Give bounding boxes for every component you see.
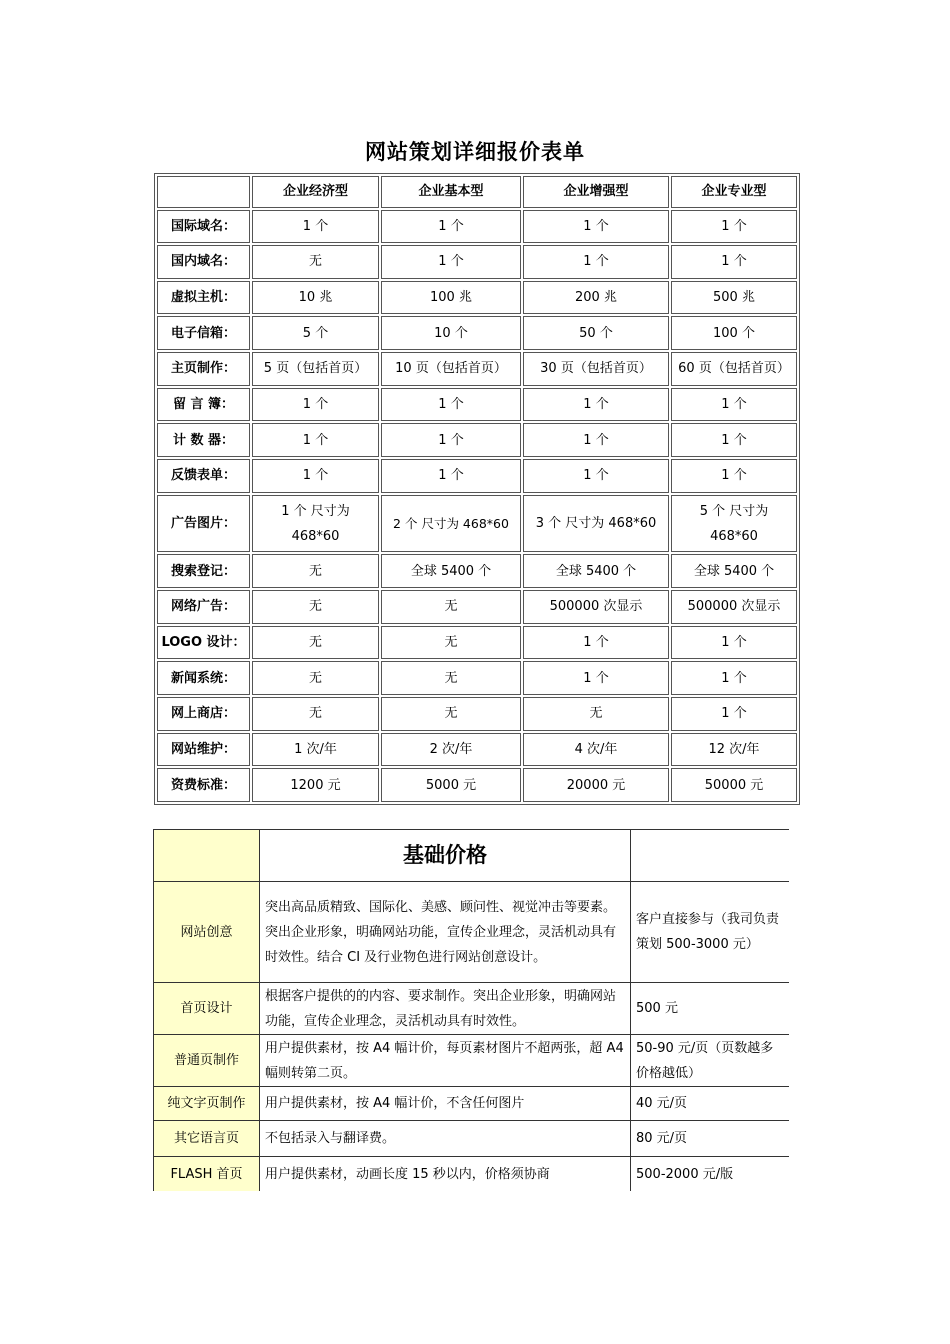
table-cell: 无 (381, 626, 521, 660)
row-label: 其它语言页 (154, 1121, 260, 1157)
row-description: 不包括录入与翻译费。 (260, 1121, 631, 1157)
table-cell: 1 个 (671, 697, 797, 731)
row-label: 虚拟主机： (157, 281, 250, 315)
table-cell: 无 (381, 697, 521, 731)
row-label: 新闻系统： (157, 661, 250, 695)
table-row (157, 733, 797, 767)
table-cell: 全球 5400 个 (671, 554, 797, 588)
row-label: 计 数 器： (157, 423, 250, 457)
row-label: 网络广告： (157, 590, 250, 624)
row-label: 国内域名： (157, 245, 250, 279)
table-row (157, 661, 797, 695)
table-row (154, 1087, 790, 1121)
row-label: 首页设计 (154, 983, 260, 1035)
table-cell: 5 个 尺寸为 468*60 (671, 495, 797, 553)
table-row (154, 1157, 790, 1192)
row-description: 突出高品质精致、国际化、美感、顾问性、视觉冲击等要素。突出企业形象，明确网站功能，宣传企业理念，灵活机动具有时效性。结合 CI 及行业物色进行网站创意设计。 (260, 882, 631, 983)
table-row (157, 316, 797, 350)
header-cell: 企业专业型 (671, 176, 797, 208)
page-title: 网站策划详细报价表单 (365, 139, 585, 164)
table-cell: 1 个 (671, 661, 797, 695)
row-label: 电子信箱： (157, 316, 250, 350)
table-cell: 无 (252, 554, 379, 588)
table-cell: 全球 5400 个 (523, 554, 669, 588)
base-price-table (153, 829, 789, 1191)
row-label: 主页制作： (157, 352, 250, 386)
table-cell: 1 个 (252, 423, 379, 457)
table-cell: 1 个 (381, 423, 521, 457)
row-label: 留 言 簿： (157, 388, 250, 422)
table-cell: 10 个 (381, 316, 521, 350)
row-price: 客户直接参与（我司负责策划 500-3000 元） (631, 882, 790, 983)
table-row (157, 245, 797, 279)
table-cell: 1 个 (671, 245, 797, 279)
table-cell: 1 个 (523, 210, 669, 244)
table-cell: 5 页（包括首页） (252, 352, 379, 386)
table-cell: 30 页（包括首页） (523, 352, 669, 386)
header-cell: 企业经济型 (252, 176, 379, 208)
table-cell: 1 个 (523, 388, 669, 422)
row-label: LOGO 设计： (157, 626, 250, 660)
table-cell: 50 个 (523, 316, 669, 350)
table-row (157, 423, 797, 457)
table-row (157, 590, 797, 624)
table-cell: 1 个 (381, 388, 521, 422)
row-label: 网站维护： (157, 733, 250, 767)
table-cell: 60 页（包括首页） (671, 352, 797, 386)
table-cell: 100 兆 (381, 281, 521, 315)
table-row (157, 768, 797, 802)
table-cell: 1 个 (523, 661, 669, 695)
table-cell: 50000 元 (671, 768, 797, 802)
table-cell: 2 个 尺寸为 468*60 (381, 495, 521, 553)
row-label: 网站创意 (154, 882, 260, 983)
base-header-empty (154, 830, 260, 882)
base-price-section (153, 829, 789, 1191)
table-cell: 1 个 (381, 245, 521, 279)
table-cell: 1 个 (671, 210, 797, 244)
header-cell: 企业增强型 (523, 176, 669, 208)
table-cell: 200 兆 (523, 281, 669, 315)
table-cell: 无 (252, 626, 379, 660)
row-label: 国际域名： (157, 210, 250, 244)
table-cell: 20000 元 (523, 768, 669, 802)
base-header-row (154, 830, 790, 882)
table-cell: 10 页（包括首页） (381, 352, 521, 386)
table-row (157, 554, 797, 588)
table-cell: 1 个 (252, 210, 379, 244)
base-header-empty (631, 830, 790, 882)
table-row (157, 210, 797, 244)
table-cell: 1200 元 (252, 768, 379, 802)
row-price: 40 元/页 (631, 1087, 790, 1121)
table-row (157, 352, 797, 386)
table-cell: 1 个 (671, 388, 797, 422)
table-cell: 1 个 (381, 459, 521, 493)
table-cell: 500 兆 (671, 281, 797, 315)
table-cell: 5 个 (252, 316, 379, 350)
row-label: 普通页制作 (154, 1035, 260, 1087)
table-row (157, 626, 797, 660)
table-row (157, 281, 797, 315)
table-cell: 5000 元 (381, 768, 521, 802)
table-cell: 1 个 (523, 423, 669, 457)
table-cell: 1 个 尺寸为 468*60 (252, 495, 379, 553)
header-cell (157, 176, 250, 208)
row-label: 反馈表单： (157, 459, 250, 493)
table-cell: 无 (381, 661, 521, 695)
table-cell: 无 (252, 590, 379, 624)
table-row (157, 459, 797, 493)
table-cell: 500000 次显示 (523, 590, 669, 624)
table-cell: 全球 5400 个 (381, 554, 521, 588)
table-cell: 1 次/年 (252, 733, 379, 767)
table-cell: 1 个 (523, 459, 669, 493)
row-description: 根据客户提供的的内容、要求制作。突出企业形象，明确网站功能，宣传企业理念，灵活机动具有时效性。 (260, 983, 631, 1035)
row-label: 搜索登记： (157, 554, 250, 588)
table-row (157, 388, 797, 422)
table-cell: 无 (252, 661, 379, 695)
table-row (157, 495, 797, 553)
table-cell: 1 个 (523, 245, 669, 279)
row-description: 用户提供素材，按 A4 幅计价，不含任何图片 (260, 1087, 631, 1121)
row-label: 纯文字页制作 (154, 1087, 260, 1121)
row-label: 资费标准： (157, 768, 250, 802)
table-cell: 1 个 (671, 459, 797, 493)
table-row (157, 697, 797, 731)
table-row (154, 1035, 790, 1087)
row-price: 500 元 (631, 983, 790, 1035)
table-cell: 无 (523, 697, 669, 731)
row-price: 500-2000 元/版 (631, 1157, 790, 1192)
table-row (154, 882, 790, 983)
quote-header-row (157, 176, 797, 208)
table-cell: 无 (252, 245, 379, 279)
table-cell: 1 个 (252, 388, 379, 422)
row-price: 80 元/页 (631, 1121, 790, 1157)
table-cell: 4 次/年 (523, 733, 669, 767)
table-cell: 1 个 (671, 626, 797, 660)
table-cell: 1 个 (252, 459, 379, 493)
header-cell: 企业基本型 (381, 176, 521, 208)
base-table-title: 基础价格 (260, 830, 631, 882)
row-price: 50-90 元/页（页数越多价格越低） (631, 1035, 790, 1087)
table-cell: 1 个 (381, 210, 521, 244)
row-label: FLASH 首页 (154, 1157, 260, 1192)
row-description: 用户提供素材，按 A4 幅计价，每页素材图片不超两张，超 A4 幅则转第二页。 (260, 1035, 631, 1087)
table-cell: 无 (381, 590, 521, 624)
table-cell: 2 次/年 (381, 733, 521, 767)
table-cell: 10 兆 (252, 281, 379, 315)
table-cell: 12 次/年 (671, 733, 797, 767)
table-cell: 无 (252, 697, 379, 731)
table-row (154, 983, 790, 1035)
row-description: 用户提供素材，动画长度 15 秒以内，价格须协商 (260, 1157, 631, 1192)
table-cell: 1 个 (671, 423, 797, 457)
table-cell: 500000 次显示 (671, 590, 797, 624)
table-cell: 1 个 (523, 626, 669, 660)
row-label: 网上商店： (157, 697, 250, 731)
table-cell: 3 个 尺寸为 468*60 (523, 495, 669, 553)
row-label: 广告图片： (157, 495, 250, 553)
table-row (154, 1121, 790, 1157)
quote-table (154, 173, 800, 805)
table-cell: 100 个 (671, 316, 797, 350)
